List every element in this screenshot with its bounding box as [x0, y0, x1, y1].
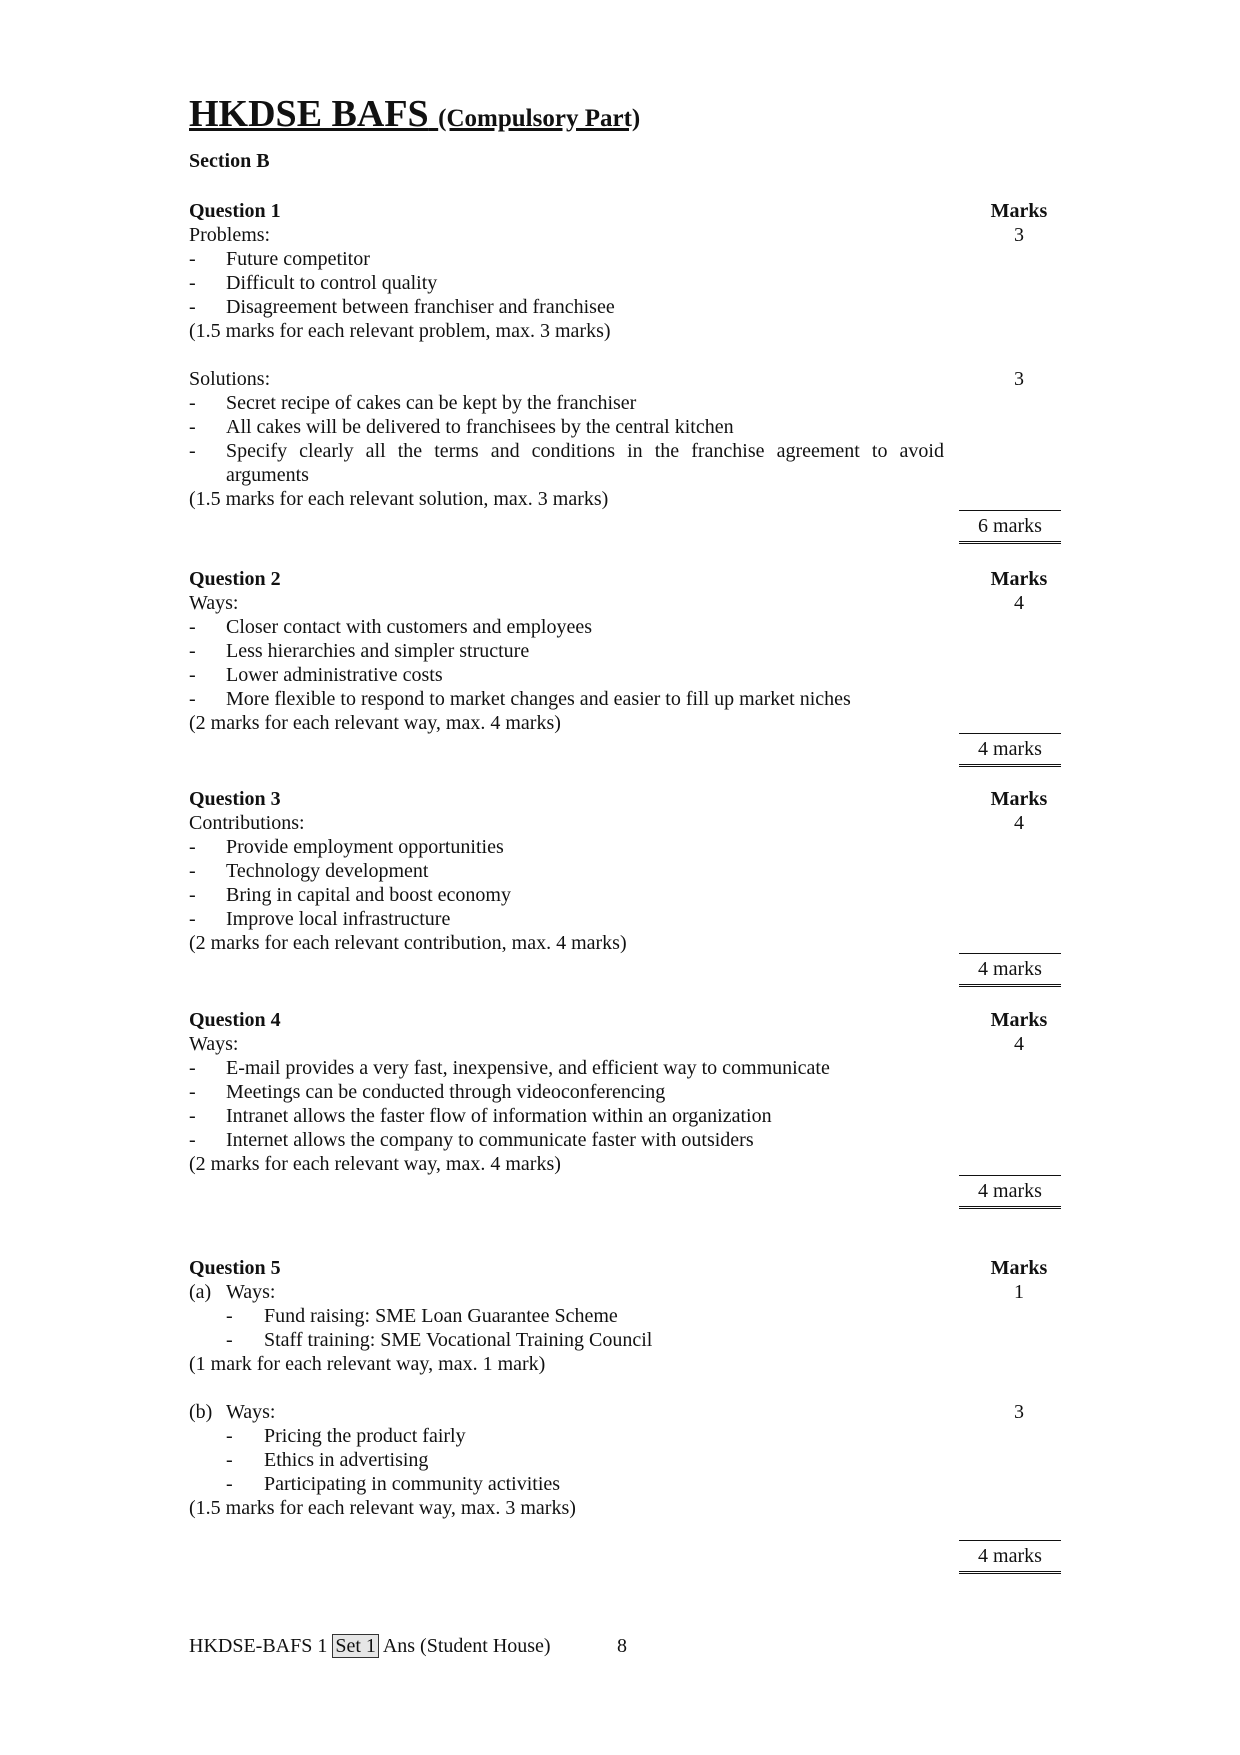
marking-note: (2 marks for each relevant way, max. 4 marks): [189, 712, 561, 734]
question-heading: Question 1: [189, 200, 281, 222]
bullet-dash: -: [189, 688, 196, 710]
part-marks: 4: [1014, 812, 1024, 834]
bullet-dash: -: [189, 1057, 196, 1079]
list-item-continuation: arguments: [226, 464, 309, 486]
list-item: Specify clearly all the terms and conditions in the franchise agreement to avoid: [226, 440, 944, 462]
question-heading: Question 5: [189, 1257, 281, 1279]
part-intro: Contributions:: [189, 812, 305, 834]
bullet-dash: -: [226, 1305, 233, 1327]
list-item: Future competitor: [226, 248, 370, 270]
bullet-dash: -: [226, 1425, 233, 1447]
bullet-dash: -: [189, 272, 196, 294]
question-total: 4 marks: [959, 953, 1061, 981]
part-marks: 4: [1014, 1033, 1024, 1055]
list-item: More flexible to respond to market changes and easier to fill up market niches: [226, 688, 851, 710]
part-intro: Ways:: [189, 1033, 239, 1055]
marking-note: (1.5 marks for each relevant solution, max. 3 marks): [189, 488, 609, 510]
question-heading: Question 3: [189, 788, 281, 810]
page-footer: [189, 1634, 627, 1658]
question-heading: Question 4: [189, 1009, 281, 1031]
bullet-dash: -: [189, 440, 196, 462]
list-item: Intranet allows the faster flow of information within an organization: [226, 1105, 772, 1127]
bullet-dash: -: [189, 416, 196, 438]
marks-header: Marks: [990, 200, 1048, 222]
marks-header: Marks: [990, 788, 1048, 810]
question-total: 4 marks: [959, 1540, 1061, 1568]
marks-header: Marks: [990, 568, 1048, 590]
list-item: Fund raising: SME Loan Guarantee Scheme: [264, 1305, 618, 1327]
marking-note: (2 marks for each relevant contribution, max. 4 marks): [189, 932, 627, 954]
list-item: Ethics in advertising: [264, 1449, 429, 1471]
list-item: Technology development: [226, 860, 429, 882]
marking-note: (1.5 marks for each relevant problem, max. 3 marks): [189, 320, 611, 342]
list-item: Difficult to control quality: [226, 272, 438, 294]
list-item: Provide employment opportunities: [226, 836, 504, 858]
footer-suffix: Ans (Student House): [382, 1635, 551, 1657]
bullet-dash: -: [189, 296, 196, 318]
bullet-dash: -: [189, 1129, 196, 1151]
part-intro: Problems:: [189, 224, 271, 246]
section-label: Section B: [189, 150, 270, 172]
question-total: 6 marks: [959, 510, 1061, 538]
part-marks: 4: [1014, 592, 1024, 614]
part-label: (a): [189, 1281, 212, 1303]
part-intro: Ways:: [189, 592, 239, 614]
list-item: Internet allows the company to communicate faster with outsiders: [226, 1129, 754, 1151]
list-item: Participating in community activities: [264, 1473, 561, 1495]
title-main: HKDSE BAFS: [189, 93, 429, 135]
marks-header: Marks: [990, 1257, 1048, 1279]
list-item: Closer contact with customers and employees: [226, 616, 593, 638]
question-heading: Question 2: [189, 568, 281, 590]
question-total: 4 marks: [959, 733, 1061, 761]
list-item: Lower administrative costs: [226, 664, 443, 686]
bullet-dash: -: [226, 1449, 233, 1471]
bullet-dash: -: [189, 884, 196, 906]
bullet-dash: -: [189, 860, 196, 882]
bullet-dash: -: [226, 1473, 233, 1495]
part-marks: 1: [1014, 1281, 1024, 1303]
list-item: Less hierarchies and simpler structure: [226, 640, 530, 662]
footer-set-box: Set 1: [332, 1634, 379, 1658]
question-total: 4 marks: [959, 1175, 1061, 1203]
marking-note: (2 marks for each relevant way, max. 4 marks): [189, 1153, 561, 1175]
list-item: E-mail provides a very fast, inexpensive, and efficient way to communicate: [226, 1057, 830, 1079]
page-title: [189, 88, 640, 145]
title-subtitle: (Compulsory Part): [438, 105, 641, 132]
part-intro: Ways:: [226, 1401, 276, 1423]
part-intro: Ways:: [226, 1281, 276, 1303]
part-intro: Solutions:: [189, 368, 271, 390]
bullet-dash: -: [189, 248, 196, 270]
marking-note: (1.5 marks for each relevant way, max. 3 marks): [189, 1497, 576, 1519]
list-item: Meetings can be conducted through videoconferencing: [226, 1081, 666, 1103]
list-item: Staff training: SME Vocational Training Council: [264, 1329, 653, 1351]
bullet-dash: -: [189, 640, 196, 662]
bullet-dash: -: [189, 836, 196, 858]
footer-prefix: HKDSE-BAFS 1: [189, 1635, 328, 1657]
part-label: (b): [189, 1401, 213, 1423]
bullet-dash: -: [189, 908, 196, 930]
list-item: Pricing the product fairly: [264, 1425, 466, 1447]
bullet-dash: -: [189, 1081, 196, 1103]
marking-note: (1 mark for each relevant way, max. 1 mark): [189, 1353, 546, 1375]
bullet-dash: -: [189, 392, 196, 414]
list-item: All cakes will be delivered to franchisees by the central kitchen: [226, 416, 734, 438]
bullet-dash: -: [189, 1105, 196, 1127]
part-marks: 3: [1014, 224, 1024, 246]
part-marks: 3: [1014, 368, 1024, 390]
marks-header: Marks: [990, 1009, 1048, 1031]
page-number: 8: [617, 1635, 627, 1657]
list-item: Secret recipe of cakes can be kept by the franchiser: [226, 392, 637, 414]
list-item: Disagreement between franchiser and franchisee: [226, 296, 615, 318]
bullet-dash: -: [189, 664, 196, 686]
part-marks: 3: [1014, 1401, 1024, 1423]
list-item: Improve local infrastructure: [226, 908, 451, 930]
list-item: Bring in capital and boost economy: [226, 884, 511, 906]
bullet-dash: -: [189, 616, 196, 638]
bullet-dash: -: [226, 1329, 233, 1351]
